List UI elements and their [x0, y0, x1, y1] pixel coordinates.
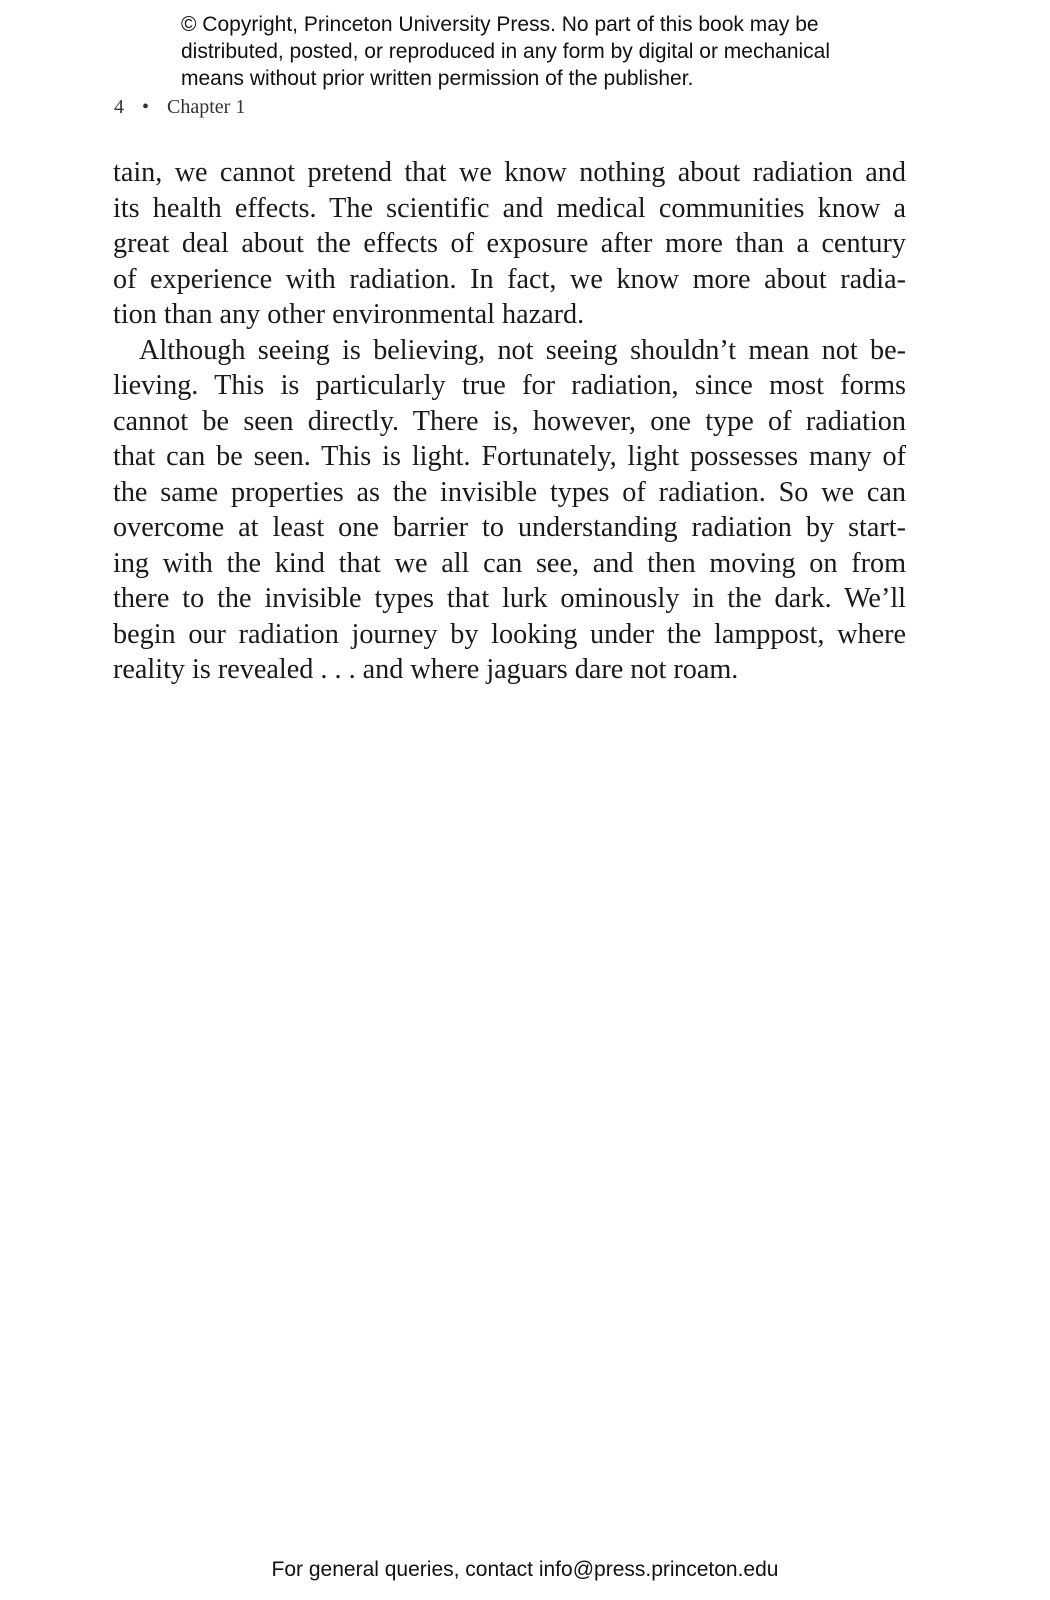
text-line: its health effects. The scientific and medical communities know a [113, 192, 906, 224]
copyright-line: distributed, posted, or reproduced in any form by digital or mechanical [181, 40, 831, 63]
text-line: that can be seen. This is light. Fortunately, light possesses many of [113, 441, 906, 472]
chapter-label: Chapter 1 [167, 96, 246, 118]
text-line: tain, we cannot pretend that we know nothing about radiation and [113, 157, 906, 188]
text-line: lieving. This is particularly true for radiation, since most forms [113, 370, 906, 401]
page-number: 4 [114, 96, 124, 118]
copyright-line: © Copyright, Princeton University Press. No part of this book may be [181, 13, 819, 36]
copyright-line: means without prior written permission of the publisher. [181, 67, 694, 90]
footer-contact: For general queries, contact info@press.princeton.edu [271, 1558, 779, 1581]
text-line: cannot be seen directly. There is, however, one type of radiation [113, 405, 906, 437]
text-line: overcome at least one barrier to understanding radiation by start- [113, 512, 906, 543]
text-line: ing with the kind that we all can see, and then moving on from [113, 547, 906, 579]
text-line: reality is revealed . . . and where jaguars dare not roam. [113, 654, 739, 685]
paragraph [113, 155, 906, 333]
body-text [113, 155, 906, 688]
paragraph [113, 333, 906, 688]
text-line: great deal about the effects of exposure after more than a century [113, 228, 906, 259]
running-head [114, 96, 245, 119]
text-line: Although seeing is believing, not seeing shouldn’t mean not be- [139, 334, 906, 366]
text-line: there to the invisible types that lurk ominously in the dark. We’ll [113, 583, 906, 614]
text-line: of experience with radiation. In fact, we know more about radia- [113, 263, 906, 295]
text-line: tion than any other environmental hazard. [113, 299, 585, 330]
copyright-notice [181, 11, 901, 92]
bullet-separator: • [142, 96, 150, 118]
text-line: the same properties as the invisible types of radiation. So we can [113, 476, 906, 508]
text-line: begin our radiation journey by looking under the lamppost, where [113, 618, 906, 650]
